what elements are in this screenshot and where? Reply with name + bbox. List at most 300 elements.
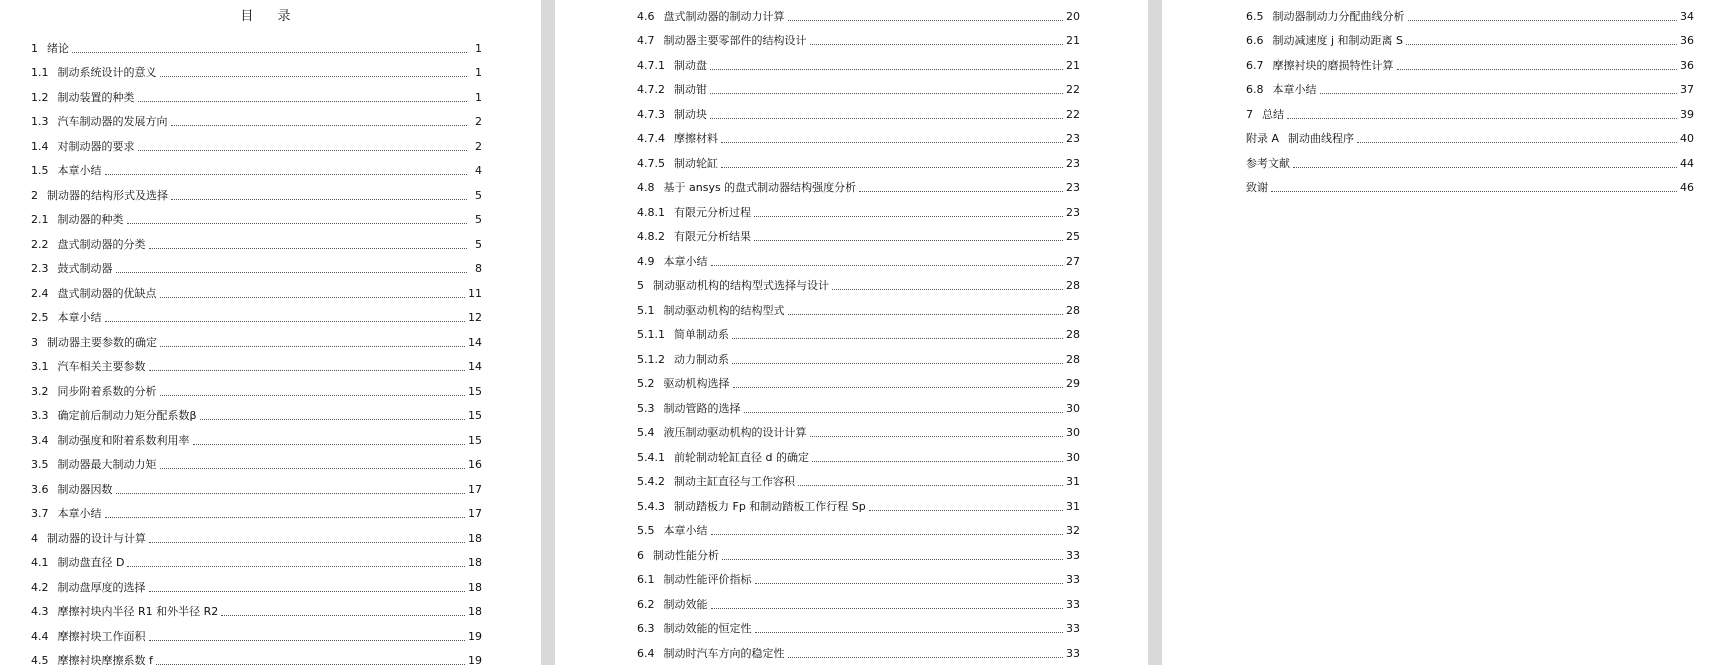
- toc-entry-title: 总结: [1262, 107, 1284, 121]
- toc-entry-number: 4.7: [637, 34, 655, 47]
- toc-entry-page-number: 23: [1066, 181, 1080, 194]
- toc-entry-number: 6.1: [637, 573, 655, 586]
- toc-dot-leader: [160, 394, 466, 396]
- toc-entry-title: 制动盘直径 D: [57, 556, 125, 569]
- toc-entry-page-number: 15: [468, 384, 482, 398]
- toc-entry-number: 3.7: [31, 507, 49, 520]
- toc-entry-title: 制动盘厚度的选择: [57, 580, 146, 594]
- toc-entry-title: 同步附着系数的分析: [57, 384, 157, 398]
- toc-entry-number: 附录 A: [1246, 132, 1280, 145]
- toc-entry-page-number: 25: [1066, 230, 1080, 243]
- toc-entry-number: 5: [637, 279, 644, 292]
- toc-entry[interactable]: [637, 489, 1080, 514]
- toc-entry-title: 本章小结: [57, 164, 102, 177]
- toc-dot-leader: [149, 369, 466, 371]
- toc-entry-page-number: 33: [1066, 548, 1080, 562]
- toc-page-2: [555, 0, 1148, 665]
- toc-dot-leader: [721, 166, 1063, 168]
- toc-dot-leader: [721, 141, 1063, 143]
- toc-dot-leader: [72, 51, 467, 53]
- toc-dot-leader: [1357, 141, 1677, 143]
- toc-entry-page-number: 14: [468, 335, 482, 349]
- toc-entry-number: 4.7.4: [637, 132, 665, 145]
- toc-entry-number: 5.1.1: [637, 328, 665, 341]
- toc-entry[interactable]: [637, 587, 1080, 612]
- toc-entry[interactable]: [31, 546, 482, 571]
- toc-entry-page-number: 4: [475, 164, 482, 177]
- toc-entry-page-number: 33: [1066, 646, 1080, 660]
- toc-entry[interactable]: [637, 636, 1080, 661]
- toc-dot-leader: [193, 443, 466, 445]
- toc-entry-title: 制动强度和附着系数利用率: [57, 433, 190, 447]
- toc-entry-title: 摩擦材料: [674, 132, 718, 145]
- toc-entry[interactable]: [1246, 122, 1694, 147]
- toc-entry-title: 制动器因数: [57, 482, 113, 496]
- toc-entry-page-number: 44: [1680, 156, 1694, 170]
- toc-entry[interactable]: [31, 399, 482, 424]
- toc-entry-page-number: 29: [1066, 377, 1080, 390]
- toc-entry-title: 制动轮缸: [674, 156, 718, 170]
- toc-entry-title: 有限元分析结果: [674, 230, 751, 243]
- toc-entry-number: 5.1: [637, 303, 655, 317]
- toc-dot-leader: [149, 247, 468, 249]
- toc-entry-page-number: 16: [468, 458, 482, 471]
- toc-entry-page-number: 21: [1066, 58, 1080, 72]
- toc-entry[interactable]: [31, 644, 482, 665]
- toc-dot-leader: [755, 631, 1064, 633]
- toc-entry-page-number: 31: [1066, 499, 1080, 513]
- toc-entry[interactable]: [637, 195, 1080, 220]
- toc-dot-leader: [127, 222, 468, 224]
- toc-entry[interactable]: [637, 440, 1080, 465]
- toc-entry-number: 1.3: [31, 115, 49, 128]
- toc-entry-title: 制动器最大制动力矩: [57, 458, 157, 471]
- toc-entry[interactable]: [31, 80, 482, 105]
- toc-entry-page-number: 30: [1066, 450, 1080, 464]
- toc-entry-page-number: 1: [475, 66, 482, 79]
- toc-entry-title: 绪论: [47, 41, 69, 55]
- toc-entry-title: 本章小结: [57, 507, 102, 520]
- toc-entry-page-number: 20: [1066, 9, 1080, 23]
- toc-entry-title: 制动时汽车方向的稳定性: [663, 646, 785, 660]
- toc-entry-title: 致谢: [1246, 181, 1268, 194]
- toc-entry-page-number: 18: [468, 580, 482, 594]
- toc-entry[interactable]: [1246, 146, 1694, 171]
- toc-entry-number: 6.2: [637, 597, 655, 611]
- toc-entry-title: 前轮制动轮缸直径 d 的确定: [674, 450, 809, 464]
- toc-entry-page-number: 1: [475, 90, 482, 104]
- toc-entry-title: 本章小结: [57, 311, 102, 324]
- toc-entry-title: 制动性能分析: [653, 548, 719, 562]
- toc-entry-page-number: 23: [1066, 132, 1080, 145]
- toc-dot-leader: [812, 460, 1063, 462]
- toc-entry-page-number: 23: [1066, 156, 1080, 170]
- toc-entry[interactable]: [637, 146, 1080, 171]
- toc-dot-leader: [788, 656, 1064, 658]
- toc-list-page-3: [1246, 0, 1694, 195]
- toc-entry-title: 制动主缸直径与工作容积: [674, 475, 795, 488]
- toc-entry-title: 制动器主要参数的确定: [47, 335, 157, 349]
- toc-dot-leader: [1293, 166, 1677, 168]
- toc-dot-leader: [105, 516, 466, 518]
- toc-entry-page-number: 19: [468, 654, 482, 665]
- toc-entry[interactable]: [31, 595, 482, 620]
- toc-entry-number: 4: [31, 531, 38, 545]
- toc-entry[interactable]: [1246, 48, 1694, 73]
- toc-entry-title: 制动器主要零部件的结构设计: [663, 34, 807, 47]
- toc-entry-page-number: 14: [468, 360, 482, 373]
- toc-dot-leader: [149, 590, 466, 592]
- toc-dot-leader: [171, 124, 468, 126]
- toc-entry-number: 4.7.2: [637, 83, 665, 96]
- toc-entry-page-number: 33: [1066, 622, 1080, 635]
- toc-entry-title: 制动驱动机构的结构型式选择与设计: [653, 279, 829, 292]
- toc-entry-number: 2.3: [31, 262, 49, 275]
- toc-entry[interactable]: [637, 563, 1080, 588]
- toc-entry-number: 5.3: [637, 401, 655, 415]
- toc-entry-number: 4.8.2: [637, 230, 665, 243]
- toc-entry-number: 4.5: [31, 654, 49, 665]
- toc-entry-page-number: 22: [1066, 107, 1080, 121]
- toc-dot-leader: [733, 386, 1064, 388]
- toc-entry[interactable]: [637, 293, 1080, 318]
- toc-dot-leader: [1271, 190, 1677, 192]
- toc-dot-leader: [116, 492, 466, 494]
- toc-entry-page-number: 46: [1680, 181, 1694, 194]
- toc-entry-title: 制动驱动机构的结构型式: [663, 303, 785, 317]
- toc-entry-number: 2.2: [31, 237, 49, 251]
- toc-entry[interactable]: [31, 570, 482, 595]
- toc-entry-number: 5.4.1: [637, 450, 665, 464]
- toc-dot-leader: [105, 320, 466, 322]
- toc-dot-leader: [1320, 92, 1678, 94]
- toc-entry[interactable]: [637, 269, 1080, 294]
- toc-entry-title: 鼓式制动器: [57, 262, 113, 275]
- toc-entry-page-number: 36: [1680, 58, 1694, 72]
- toc-entry-title: 基于 ansys 的盘式制动器结构强度分析: [663, 181, 857, 194]
- toc-entry[interactable]: [637, 244, 1080, 269]
- toc-entry[interactable]: [31, 129, 482, 154]
- toc-dot-leader: [711, 607, 1064, 609]
- toc-entry-number: 3.6: [31, 482, 49, 496]
- toc-entry-page-number: 2: [475, 139, 482, 153]
- toc-entry-number: 4.4: [31, 629, 49, 643]
- toc-entry-title: 简单制动系: [674, 328, 729, 341]
- toc-entry-number: 2.5: [31, 311, 49, 324]
- toc-entry-title: 制动器的设计与计算: [47, 531, 146, 545]
- toc-entry-page-number: 36: [1680, 34, 1694, 47]
- toc-entry[interactable]: [637, 97, 1080, 122]
- toc-dot-leader: [710, 117, 1063, 119]
- toc-entry-title: 制动曲线程序: [1288, 132, 1355, 145]
- toc-entry-number: 7: [1246, 107, 1253, 121]
- toc-dot-leader: [221, 614, 465, 616]
- toc-entry-page-number: 30: [1066, 401, 1080, 415]
- toc-entry[interactable]: [1246, 171, 1694, 196]
- toc-entry-page-number: 15: [468, 409, 482, 422]
- toc-entry-title: 制动性能评价指标: [663, 573, 752, 586]
- toc-entry[interactable]: [637, 342, 1080, 367]
- toc-entry-title: 制动减速度 j 和制动距离 S: [1272, 34, 1404, 47]
- toc-entry-page-number: 15: [468, 433, 482, 447]
- toc-entry[interactable]: [637, 391, 1080, 416]
- toc-entry-page-number: 28: [1066, 303, 1080, 317]
- toc-entry-number: 3.4: [31, 433, 49, 447]
- toc-entry-title: 摩擦衬块摩擦系数 f: [57, 654, 153, 665]
- toc-entry[interactable]: [637, 538, 1080, 563]
- toc-dot-leader: [160, 296, 466, 298]
- toc-dot-leader: [859, 190, 1063, 192]
- toc-dot-leader: [788, 313, 1064, 315]
- toc-entry-page-number: 18: [468, 556, 482, 569]
- toc-dot-leader: [105, 173, 468, 175]
- toc-entry-title: 制动效能: [663, 597, 708, 611]
- toc-entry-page-number: 39: [1680, 107, 1694, 121]
- toc-entry-number: 6.4: [637, 646, 655, 660]
- toc-dot-leader: [810, 43, 1064, 45]
- toc-entry[interactable]: [31, 31, 482, 56]
- toc-entry-number: 3.5: [31, 458, 49, 471]
- toc-entry-number: 6.3: [637, 622, 655, 635]
- toc-entry-title: 制动装置的种类: [57, 90, 135, 104]
- toc-entry-page-number: 18: [468, 531, 482, 545]
- toc-dot-leader: [710, 68, 1063, 70]
- toc-entry-title: 制动踏板力 Fp 和制动踏板工作行程 Sp: [674, 499, 866, 513]
- toc-dot-leader: [1287, 117, 1677, 119]
- toc-entry[interactable]: [637, 416, 1080, 441]
- toc-entry-title: 动力制动系: [674, 352, 729, 366]
- toc-entry-number: 3.2: [31, 384, 49, 398]
- toc-entry-page-number: 32: [1066, 524, 1080, 537]
- toc-entry[interactable]: [1246, 0, 1694, 24]
- toc-entry[interactable]: [31, 178, 482, 203]
- toc-entry-number: 4.7.5: [637, 156, 665, 170]
- toc-entry[interactable]: [31, 203, 482, 228]
- toc-entry-page-number: 31: [1066, 475, 1080, 488]
- toc-dot-leader: [710, 92, 1063, 94]
- toc-entry-number: 2: [31, 188, 38, 202]
- toc-dot-leader: [1406, 43, 1677, 45]
- toc-entry-title: 本章小结: [663, 254, 708, 268]
- toc-entry[interactable]: [637, 122, 1080, 147]
- toc-entry-number: 5.4.3: [637, 499, 665, 513]
- toc-entry-number: 4.8.1: [637, 205, 665, 219]
- toc-entry[interactable]: [637, 514, 1080, 539]
- toc-entry-title: 驱动机构选择: [663, 377, 730, 390]
- toc-entry[interactable]: [1246, 97, 1694, 122]
- toc-entry-title: 有限元分析过程: [674, 205, 751, 219]
- toc-entry-number: 1.4: [31, 139, 49, 153]
- toc-entry-page-number: 21: [1066, 34, 1080, 47]
- toc-entry[interactable]: [637, 171, 1080, 196]
- toc-list-page-1: [31, 31, 482, 665]
- toc-entry-title: 本章小结: [1272, 83, 1317, 96]
- toc-entry-page-number: 30: [1066, 426, 1080, 439]
- toc-entry-page-number: 37: [1680, 83, 1694, 96]
- toc-page-3: [1162, 0, 1719, 665]
- toc-entry-number: 4.3: [31, 605, 49, 618]
- toc-entry[interactable]: [1246, 24, 1694, 49]
- toc-entry-number: 5.4.2: [637, 475, 665, 488]
- page-gutter: [1148, 0, 1162, 665]
- toc-entry-title: 制动块: [674, 107, 707, 121]
- toc-entry-number: 6.7: [1246, 58, 1264, 72]
- toc-dot-leader: [171, 198, 467, 200]
- toc-entry-number: 3.3: [31, 409, 49, 422]
- toc-dot-leader: [754, 215, 1063, 217]
- toc-entry-number: 6.6: [1246, 34, 1264, 47]
- toc-entry-page-number: 28: [1066, 279, 1080, 292]
- toc-dot-leader: [149, 541, 465, 543]
- toc-entry-page-number: 5: [475, 188, 482, 202]
- toc-entry-number: 6.5: [1246, 9, 1264, 23]
- toc-dot-leader: [788, 19, 1064, 21]
- toc-entry[interactable]: [637, 220, 1080, 245]
- toc-entry-number: 4.7.1: [637, 58, 665, 72]
- toc-entry-title: 制动盘: [674, 58, 707, 72]
- toc-dot-leader: [869, 509, 1063, 511]
- toc-entry-title: 制动器的结构形式及选择: [47, 188, 168, 202]
- toc-entry[interactable]: [31, 105, 482, 130]
- toc-entry-title: 摩擦衬块内半径 R1 和外半径 R2: [57, 605, 219, 618]
- toc-entry-page-number: 2: [475, 115, 482, 128]
- toc-entry-number: 5.2: [637, 377, 655, 390]
- toc-entry-page-number: 17: [468, 507, 482, 520]
- toc-entry-number: 4.9: [637, 254, 655, 268]
- toc-entry-title: 制动系统设计的意义: [57, 66, 157, 79]
- toc-entry[interactable]: [31, 423, 482, 448]
- toc-entry-number: 5.1.2: [637, 352, 665, 366]
- toc-entry[interactable]: [637, 612, 1080, 637]
- toc-entry-title: 对制动器的要求: [57, 139, 135, 153]
- toc-entry[interactable]: [637, 318, 1080, 343]
- toc-entry[interactable]: [31, 448, 482, 473]
- toc-entry-title: 确定前后制动力矩分配系数β: [57, 409, 197, 422]
- toc-dot-leader: [116, 271, 468, 273]
- toc-entry-number: 1: [31, 41, 38, 55]
- toc-entry-number: 3: [31, 335, 38, 349]
- toc-entry-page-number: 11: [468, 286, 482, 300]
- toc-entry-number: 4.2: [31, 580, 49, 594]
- toc-entry[interactable]: [31, 276, 482, 301]
- toc-entry[interactable]: [31, 497, 482, 522]
- toc-entry-number: 4.1: [31, 556, 49, 569]
- toc-entry[interactable]: [637, 73, 1080, 98]
- toc-dot-leader: [732, 362, 1063, 364]
- toc-list-page-2: [637, 0, 1080, 661]
- toc-entry[interactable]: [637, 465, 1080, 490]
- toc-entry-page-number: 28: [1066, 328, 1080, 341]
- page-gutter: [541, 0, 555, 665]
- toc-entry-page-number: 40: [1680, 132, 1694, 145]
- toc-page-1: [0, 0, 541, 665]
- toc-entry-number: 1.1: [31, 66, 49, 79]
- toc-dot-leader: [754, 239, 1063, 241]
- toc-entry[interactable]: [637, 0, 1080, 24]
- toc-entry-number: 1.2: [31, 90, 49, 104]
- toc-dot-leader: [127, 565, 465, 567]
- toc-entry-number: 4.8: [637, 181, 655, 194]
- toc-entry-title: 参考文献: [1246, 156, 1290, 170]
- toc-dot-leader: [138, 149, 468, 151]
- toc-dot-leader: [1397, 68, 1678, 70]
- toc-dot-leader: [711, 264, 1064, 266]
- toc-entry[interactable]: [1246, 73, 1694, 98]
- toc-dot-leader: [160, 75, 468, 77]
- toc-entry-title: 制动管路的选择: [663, 401, 741, 415]
- toc-entry-page-number: 19: [468, 629, 482, 643]
- toc-dot-leader: [160, 467, 466, 469]
- toc-entry-title: 制动钳: [674, 83, 707, 96]
- toc-entry-page-number: 28: [1066, 352, 1080, 366]
- toc-entry[interactable]: [31, 56, 482, 81]
- toc-dot-leader: [832, 288, 1063, 290]
- toc-dot-leader: [160, 345, 465, 347]
- toc-entry-page-number: 23: [1066, 205, 1080, 219]
- toc-entry-title: 摩擦衬块工作面积: [57, 629, 146, 643]
- toc-entry-page-number: 22: [1066, 83, 1080, 96]
- toc-entry-page-number: 17: [468, 482, 482, 496]
- toc-dot-leader: [732, 337, 1063, 339]
- toc-entry[interactable]: [31, 350, 482, 375]
- toc-title: 目 录: [240, 9, 301, 24]
- toc-entry-number: 6: [637, 548, 644, 562]
- toc-entry-number: 5.4: [637, 426, 655, 439]
- toc-dot-leader: [722, 558, 1063, 560]
- toc-dot-leader: [711, 533, 1064, 535]
- toc-entry[interactable]: [31, 252, 482, 277]
- toc-entry-page-number: 18: [468, 605, 482, 618]
- toc-entry[interactable]: [31, 619, 482, 644]
- toc-entry-title: 本章小结: [663, 524, 708, 537]
- toc-entry-title: 摩擦衬块的磨损特性计算: [1272, 58, 1394, 72]
- toc-entry-page-number: 27: [1066, 254, 1080, 268]
- toc-entry[interactable]: [637, 24, 1080, 49]
- toc-entry-page-number: 33: [1066, 573, 1080, 586]
- toc-dot-leader: [200, 418, 465, 420]
- toc-entry[interactable]: [31, 154, 482, 179]
- toc-entry-page-number: 33: [1066, 597, 1080, 611]
- toc-entry-number: 4.7.3: [637, 107, 665, 121]
- toc-entry[interactable]: [637, 367, 1080, 392]
- toc-dot-leader: [755, 582, 1064, 584]
- toc-entry-number: 2.4: [31, 286, 49, 300]
- toc-entry[interactable]: [637, 48, 1080, 73]
- toc-entry-title: 制动效能的恒定性: [663, 622, 752, 635]
- toc-entry-title: 汽车相关主要参数: [57, 360, 146, 373]
- toc-entry[interactable]: [31, 325, 482, 350]
- toc-entry-number: 6.8: [1246, 83, 1264, 96]
- toc-dot-leader: [1408, 19, 1678, 21]
- toc-dot-leader: [138, 100, 468, 102]
- toc-dot-leader: [149, 639, 466, 641]
- toc-entry-title: 盘式制动器的分类: [57, 237, 146, 251]
- toc-entry[interactable]: [31, 301, 482, 326]
- toc-dot-leader: [798, 484, 1063, 486]
- toc-entry-number: 2.1: [31, 213, 49, 226]
- toc-entry[interactable]: [31, 472, 482, 497]
- toc-entry-title: 液压制动驱动机构的设计计算: [663, 426, 807, 439]
- toc-entry-page-number: 5: [475, 213, 482, 226]
- toc-entry-page-number: 5: [475, 237, 482, 251]
- toc-entry-title: 制动器的种类: [57, 213, 124, 226]
- toc-entry-title: 盘式制动器的制动力计算: [663, 9, 785, 23]
- toc-entry[interactable]: [31, 374, 482, 399]
- toc-entry[interactable]: [31, 227, 482, 252]
- toc-entry[interactable]: [31, 521, 482, 546]
- toc-entry-number: 4.6: [637, 9, 655, 23]
- toc-dot-leader: [744, 411, 1064, 413]
